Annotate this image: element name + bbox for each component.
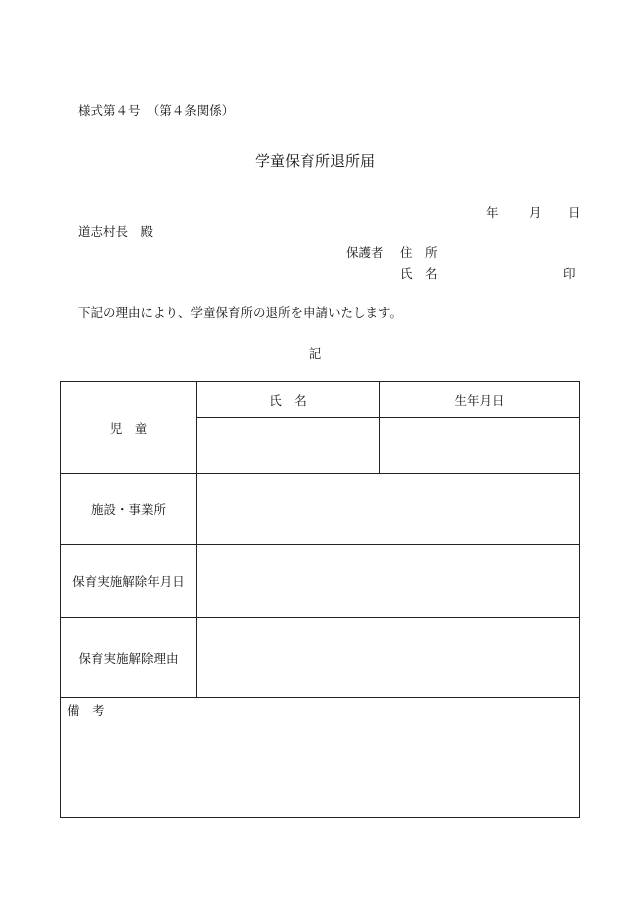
table-row	[61, 698, 580, 818]
table-row	[61, 474, 580, 545]
date-month-label: 月	[529, 205, 542, 220]
table-row	[61, 545, 580, 618]
facility-label: 施設・事業所	[61, 474, 197, 545]
child-dob-field[interactable]	[380, 418, 580, 474]
guardian-address-label: 住 所	[400, 245, 438, 260]
end-date-field[interactable]	[197, 545, 580, 618]
name-header: 氏 名	[197, 382, 380, 418]
request-statement: 下記の理由により、学童保育所の退所を申請いたします。	[78, 305, 403, 320]
end-reason-label: 保育実施解除理由	[61, 618, 197, 698]
ki-heading: 記	[308, 346, 322, 361]
guardian-name-label: 氏 名	[400, 266, 438, 281]
table-row	[61, 382, 580, 418]
seal-mark: 印	[563, 266, 576, 281]
document-title: 学童保育所退所届	[254, 152, 375, 170]
end-reason-field[interactable]	[197, 618, 580, 698]
facility-field[interactable]	[197, 474, 580, 545]
addressee: 道志村長 殿	[78, 224, 154, 239]
table-row	[61, 618, 580, 698]
child-label: 児 童	[61, 382, 197, 474]
dob-header: 生年月日	[380, 382, 580, 418]
date-day-label: 日	[568, 205, 581, 220]
form-number: 様式第４号 （第４条関係）	[78, 103, 235, 118]
end-date-label: 保育実施解除年月日	[61, 545, 197, 618]
withdrawal-form-table	[60, 381, 580, 818]
remarks-cell[interactable]	[61, 698, 580, 818]
date-year-label: 年	[486, 205, 499, 220]
guardian-label: 保護者	[346, 245, 384, 260]
child-name-field[interactable]	[197, 418, 380, 474]
remarks-label: 備 考	[67, 703, 105, 718]
